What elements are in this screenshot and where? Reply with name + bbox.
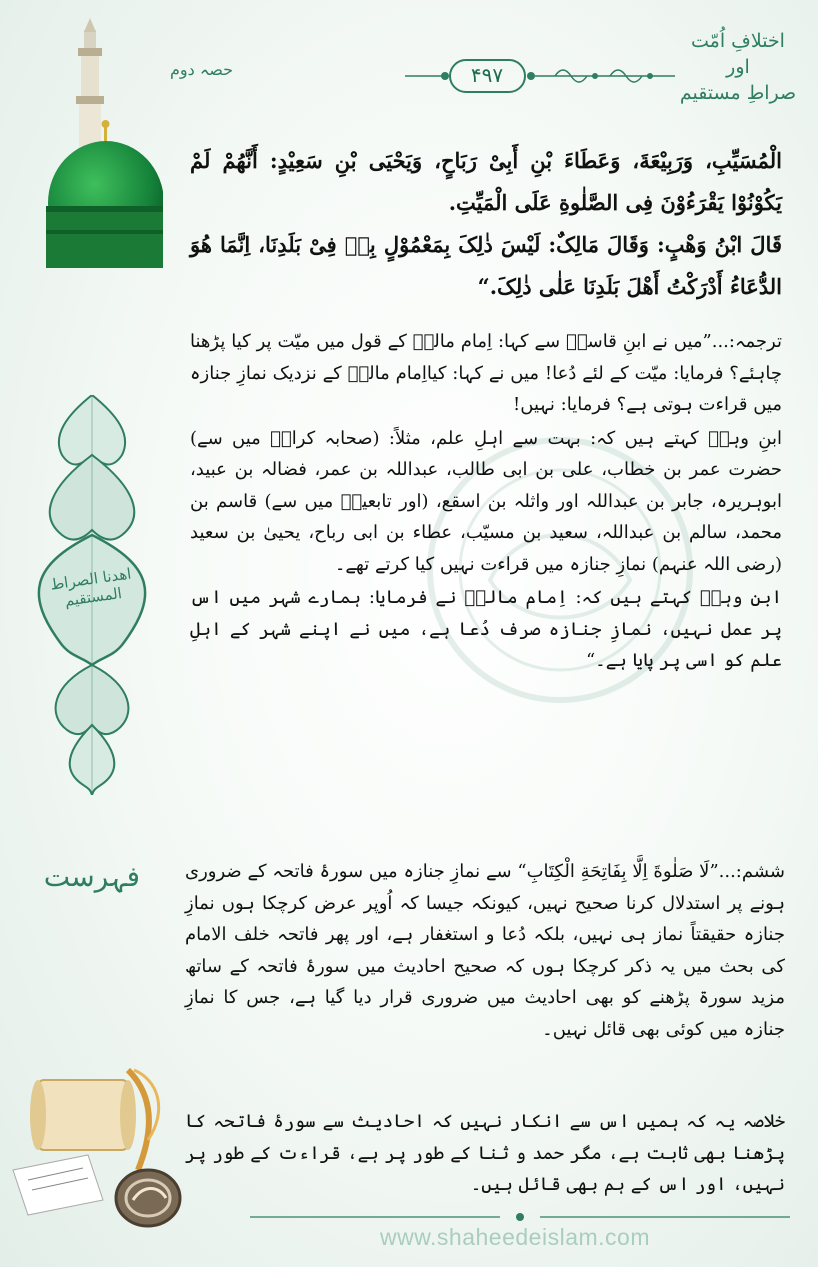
index-link[interactable]: فہرست: [43, 860, 140, 893]
book-title-block: [678, 28, 798, 106]
conclusion-block: [185, 1106, 785, 1201]
arabic-text-block: [190, 140, 782, 308]
arabic-paragraph: قَالَ ابْنُ وَھْبٍ: وَقَالَ مَالِکٌ: لَیْسَ ذٰلِکَ بِمَعْمُوْلٍ بِهٖ فِیْ بَلَدِنَا، اِنَّمَا ھُوَ الدُّعَاءُ أَدْرَكْتُ أَھْلَ بَلَدِنَا عَلٰی ذٰلِکَ.“: [190, 232, 782, 299]
seal-calligraphy: اھدنا الصراط المستقیم: [49, 564, 133, 610]
page-number-ornament: [405, 56, 675, 96]
book-title-line2: صراطِ مستقیم: [679, 82, 797, 104]
part-label: حصہ دوم: [170, 60, 233, 79]
urdu-paragraph: ابنِ وہبؒ کہتے ہیں کہ: بہت سے اہلِ علم، مثلاً: (صحابہ کرامؓ میں سے) حضرت عمر بن خطاب، علی بن ابی طالب، عبداللہ بن عمر، فضالہ بن عبید، ابوہریرہ، جابر بن عبداللہ اور واثلہ بن اسقع، (اور تابعینؒ میں سے) قاسم بن محمد، سالم بن عبداللہ، سعید بن مسیّب، عطاء بن ابی رباح، یحییٰ بن سعید (رضی اللہ عنہم) نمازِ جنازہ میں قراءت نہیں کیا کرتے تھے۔: [190, 427, 782, 575]
conclusion-paragraph: خلاصہ یہ کہ ہمیں اس سے انکار نہیں کہ احادیث سے سورۂ فاتحہ کا پڑھنا بھی ثابت ہے، مگر حمد و ثنا کے طور پر ہے، قراءت کے طور پر نہیں، اور اس کے ہم بھی قائل ہیں۔: [185, 1111, 785, 1195]
urdu-paragraph: ترجمہ:...”میں نے ابنِ قاسمؒ سے کہا: اِمام مالکؒ کے قول میں میّت پر کیا پڑھنا چاہئے؟ فرمایا: میّت کے لئے دُعا! میں نے کہا: کیااِمام مالکؒ کے نزدیک نمازِ جنازہ میں قراءت ہوتی ہے؟ فرمایا: نہیں!: [190, 331, 782, 415]
objection-six-block: [185, 856, 785, 1045]
urdu-paragraph: ابنِ وہبؒ کہتے ہیں کہ: اِمام مالکؒ نے فرمایا: ہمارے شہر میں اس پر عمل نہیں، نمازِ جنازہ صرف دُعا ہے، میں نے اپنے شہر کے اہلِ علم کو اسی پر پایا ہے۔“: [190, 587, 782, 671]
page-number: ۴۹۷: [470, 63, 504, 87]
objection-paragraph: ششم:...”لَا صَلٰوةَ اِلَّا بِفَاتِحَةِ الْكِتَابِ“ سے نمازِ جنازہ میں سورۂ فاتحہ کے ضروری ہونے پر استدلال کرنا صحیح نہیں، کیونکہ جیسا کہ اُوپر عرض کرچکا ہوں نمازِ جنازہ حقیقتاً نماز ہی نہیں، بلکہ دُعا و استغفار ہے، اور پھر فاتحہ خلف الامام کی بحث میں یہ ذکر کرچکا ہوں کہ صحیح احادیث میں سورۂ فاتحہ کے ساتھ مزید سورۃ پڑھنے کو بھی احادیث میں ضروری قرار دیا گیا ہے، جس کا نمازِ جنازہ میں کوئی بھی قائل نہیں۔: [185, 861, 785, 1040]
green-dome-minaret-image: [18, 18, 163, 268]
quill-scroll-image: [8, 1060, 183, 1235]
book-title-line1: اختلافِ اُمّت اور: [691, 30, 785, 78]
arabic-paragraph: الْمُسَیِّبِ، وَرَبِیْعَةَ، وَعَطَاءَ بْنِ أَبِیْ رَبَاحٍ، وَیَحْیَی بْنِ سَعِیْدٍ: أَنَّھُمْ لَمْ یَكُوْنُوْا یَقْرَءُوْنَ فِی الصَّلٰوةِ عَلَی الْمَیِّتِ.: [190, 148, 782, 215]
website-link[interactable]: www.shaheedeislam.com: [379, 1224, 650, 1250]
footer-divider: [250, 1212, 790, 1222]
urdu-translation-block: [190, 326, 782, 677]
